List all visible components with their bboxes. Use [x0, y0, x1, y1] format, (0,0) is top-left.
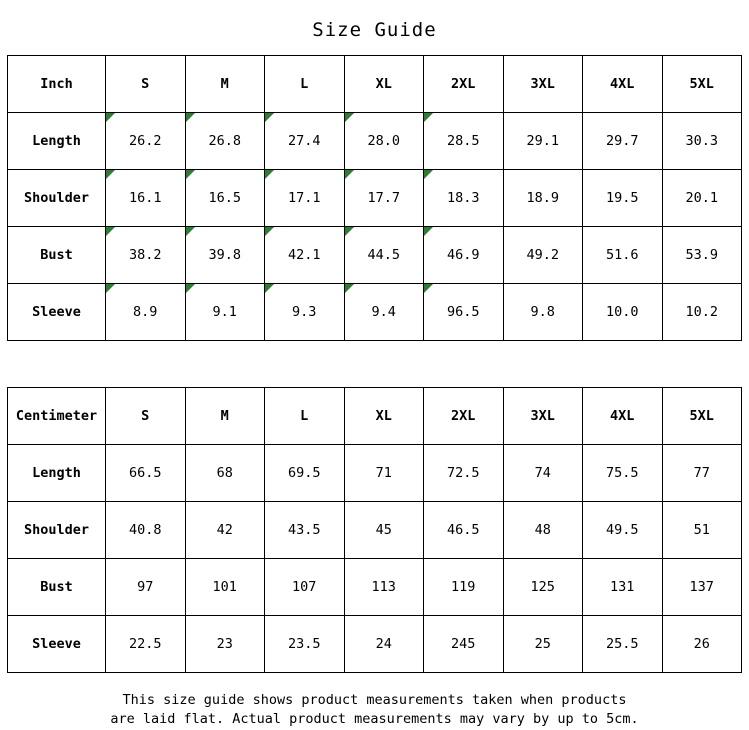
unit-label: Centimeter	[8, 388, 106, 445]
cell-bust-m: 39.8	[185, 227, 265, 284]
cell-bust-3xl: 125	[503, 559, 583, 616]
cell-bust-2xl: 46.9	[424, 227, 504, 284]
size-table-centimeter	[7, 387, 742, 673]
column-header-5xl: 5XL	[662, 388, 742, 445]
table-row	[8, 445, 742, 502]
cell-length-xl: 71	[344, 445, 424, 502]
cell-sleeve-2xl: 96.5	[424, 284, 504, 341]
cell-shoulder-2xl: 46.5	[424, 502, 504, 559]
cell-sleeve-s: 22.5	[106, 616, 186, 673]
cell-shoulder-4xl: 49.5	[583, 502, 663, 559]
cell-length-s: 66.5	[106, 445, 186, 502]
cell-shoulder-3xl: 18.9	[503, 170, 583, 227]
table-row	[8, 113, 742, 170]
column-header-3xl: 3XL	[503, 388, 583, 445]
column-header-xl: XL	[344, 388, 424, 445]
column-header-2xl: 2XL	[424, 56, 504, 113]
footnote	[0, 691, 749, 729]
table-row	[8, 502, 742, 559]
cell-sleeve-2xl: 245	[424, 616, 504, 673]
footnote-line-2: are laid flat. Actual product measurements may vary by up to 5cm.	[110, 711, 639, 727]
cell-bust-4xl: 131	[583, 559, 663, 616]
cell-sleeve-m: 23	[185, 616, 265, 673]
cell-sleeve-xl: 24	[344, 616, 424, 673]
row-label-length: Length	[8, 113, 106, 170]
column-header-s: S	[106, 388, 186, 445]
cell-sleeve-3xl: 25	[503, 616, 583, 673]
table-spacer	[0, 341, 749, 387]
cell-bust-s: 38.2	[106, 227, 186, 284]
unit-label: Inch	[8, 56, 106, 113]
cell-length-m: 26.8	[185, 113, 265, 170]
table-row	[8, 227, 742, 284]
column-header-2xl: 2XL	[424, 388, 504, 445]
column-header-l: L	[265, 388, 345, 445]
cell-shoulder-5xl: 20.1	[662, 170, 742, 227]
cell-sleeve-4xl: 25.5	[583, 616, 663, 673]
cell-bust-4xl: 51.6	[583, 227, 663, 284]
cell-sleeve-5xl: 10.2	[662, 284, 742, 341]
cell-length-xl: 28.0	[344, 113, 424, 170]
cell-shoulder-5xl: 51	[662, 502, 742, 559]
row-label-length: Length	[8, 445, 106, 502]
page-title: Size Guide	[312, 19, 437, 41]
cell-shoulder-s: 40.8	[106, 502, 186, 559]
cell-shoulder-xl: 17.7	[344, 170, 424, 227]
column-header-3xl: 3XL	[503, 56, 583, 113]
cell-bust-5xl: 137	[662, 559, 742, 616]
footnote-line-1: This size guide shows product measurements taken when products	[122, 692, 627, 708]
cell-bust-s: 97	[106, 559, 186, 616]
cell-sleeve-xl: 9.4	[344, 284, 424, 341]
cell-shoulder-m: 16.5	[185, 170, 265, 227]
row-label-shoulder: Shoulder	[8, 502, 106, 559]
row-label-bust: Bust	[8, 559, 106, 616]
column-header-m: M	[185, 388, 265, 445]
cell-shoulder-l: 43.5	[265, 502, 345, 559]
cell-sleeve-m: 9.1	[185, 284, 265, 341]
cell-length-5xl: 30.3	[662, 113, 742, 170]
cell-bust-2xl: 119	[424, 559, 504, 616]
cell-shoulder-s: 16.1	[106, 170, 186, 227]
cell-shoulder-2xl: 18.3	[424, 170, 504, 227]
table-header-row	[8, 56, 742, 113]
table-header-row	[8, 388, 742, 445]
cell-length-l: 69.5	[265, 445, 345, 502]
cell-bust-m: 101	[185, 559, 265, 616]
table-row	[8, 559, 742, 616]
size-table-inch	[7, 55, 742, 341]
table-row	[8, 170, 742, 227]
cell-sleeve-5xl: 26	[662, 616, 742, 673]
column-header-m: M	[185, 56, 265, 113]
cell-shoulder-4xl: 19.5	[583, 170, 663, 227]
column-header-xl: XL	[344, 56, 424, 113]
row-label-sleeve: Sleeve	[8, 616, 106, 673]
column-header-4xl: 4XL	[583, 388, 663, 445]
cell-length-l: 27.4	[265, 113, 345, 170]
cell-sleeve-s: 8.9	[106, 284, 186, 341]
column-header-4xl: 4XL	[583, 56, 663, 113]
cell-length-3xl: 29.1	[503, 113, 583, 170]
cell-length-3xl: 74	[503, 445, 583, 502]
cell-bust-xl: 113	[344, 559, 424, 616]
cell-bust-5xl: 53.9	[662, 227, 742, 284]
row-label-bust: Bust	[8, 227, 106, 284]
cell-length-2xl: 28.5	[424, 113, 504, 170]
column-header-5xl: 5XL	[662, 56, 742, 113]
cell-length-2xl: 72.5	[424, 445, 504, 502]
cell-bust-3xl: 49.2	[503, 227, 583, 284]
column-header-l: L	[265, 56, 345, 113]
table-row	[8, 284, 742, 341]
table-row	[8, 616, 742, 673]
cell-shoulder-3xl: 48	[503, 502, 583, 559]
cell-shoulder-m: 42	[185, 502, 265, 559]
cell-sleeve-4xl: 10.0	[583, 284, 663, 341]
cell-length-4xl: 75.5	[583, 445, 663, 502]
row-label-shoulder: Shoulder	[8, 170, 106, 227]
cell-length-m: 68	[185, 445, 265, 502]
cell-sleeve-l: 23.5	[265, 616, 345, 673]
cell-length-s: 26.2	[106, 113, 186, 170]
cell-sleeve-l: 9.3	[265, 284, 345, 341]
cell-length-5xl: 77	[662, 445, 742, 502]
column-header-s: S	[106, 56, 186, 113]
cell-length-4xl: 29.7	[583, 113, 663, 170]
row-label-sleeve: Sleeve	[8, 284, 106, 341]
cell-shoulder-l: 17.1	[265, 170, 345, 227]
cell-bust-l: 107	[265, 559, 345, 616]
cell-bust-l: 42.1	[265, 227, 345, 284]
cell-shoulder-xl: 45	[344, 502, 424, 559]
cell-sleeve-3xl: 9.8	[503, 284, 583, 341]
cell-bust-xl: 44.5	[344, 227, 424, 284]
